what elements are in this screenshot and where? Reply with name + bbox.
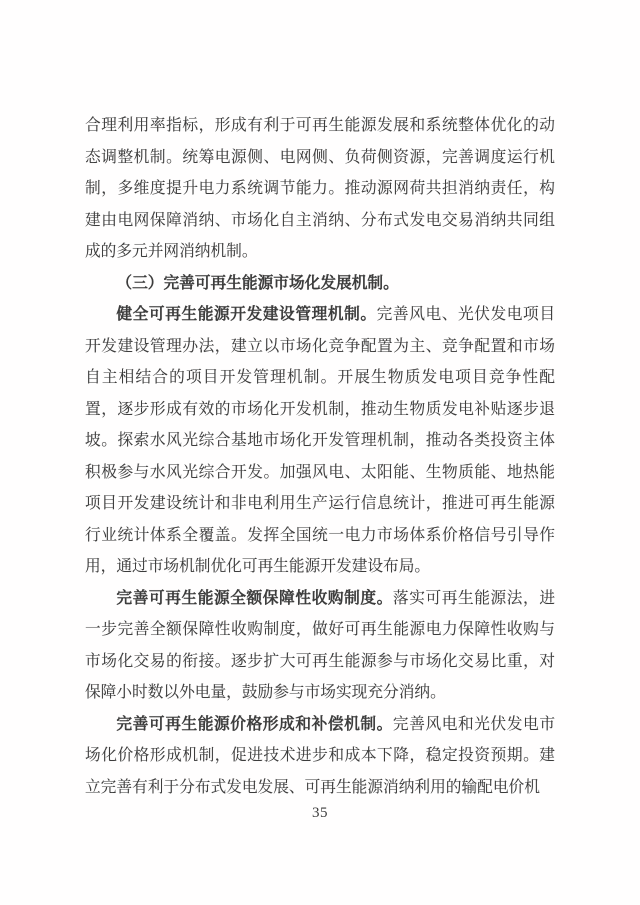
document-body <box>85 110 555 803</box>
paragraph-text: 落实可再生能源法，进一步完善全额保障性收购制度，做好可再生能源电力保障性收购与市场化交易的衔接。逐步扩大可再生能源参与市场化交易比重，对保障小时数以外电量，鼓励参与市场实现充分消纳。 <box>85 589 556 701</box>
paragraph <box>85 583 555 709</box>
paragraph-lead-text: 完善可再生能源价格形成和补偿机制。 <box>116 715 393 733</box>
paragraph-text: 完善风电、光伏发电项目开发建设管理办法，建立以市场化竞争配置为主、竞争配置和市场自主相结合的项目开发管理机制。开展生物质发电项目竞争性配置，逐步形成有效的市场化开发机制，推动生物质发电补贴逐步退坡。探索水风光综合基地市场化开发管理机制，推动各类投资主体积极参与水风光综合开发。加强风电、太阳能、生物质能、地热能项目开发建设统计和非电利用生产运行信息统计，推进可再生能源行业统计体系全覆盖。发挥全国统一电力市场体系价格信号引导作用，通过市场机制优化可再生能源开发建设布局。 <box>85 306 556 575</box>
paragraph <box>85 299 555 583</box>
section-heading <box>85 268 555 300</box>
paragraph-lead-text: 完善可再生能源全额保障性收购制度。 <box>116 589 393 607</box>
paragraph-continuation <box>85 110 555 268</box>
paragraph <box>85 709 555 804</box>
section-heading-text: （三）完善可再生能源市场化发展机制。 <box>116 274 399 292</box>
page-number: 35 <box>312 805 328 821</box>
paragraph-lead-text: 健全可再生能源开发建设管理机制。 <box>116 306 377 323</box>
paragraph-text: 完善风电和光伏发电市场化价格形成机制，促进技术进步和成本下降，稳定投资预期。建立完善有利于分布式发电发展、可再生能源消纳利用的输配电价机 <box>85 715 556 796</box>
paragraph-text: 合理利用率指标，形成有利于可再生能源发展和系统整体优化的动态调整机制。统筹电源侧、电网侧、负荷侧资源，完善调度运行机制，多维度提升电力系统调节能力。推动源网荷共担消纳责任，构建由电网保障消纳、市场化自主消纳、分布式发电交易消纳共同组成的多元并网消纳机制。 <box>85 117 555 260</box>
